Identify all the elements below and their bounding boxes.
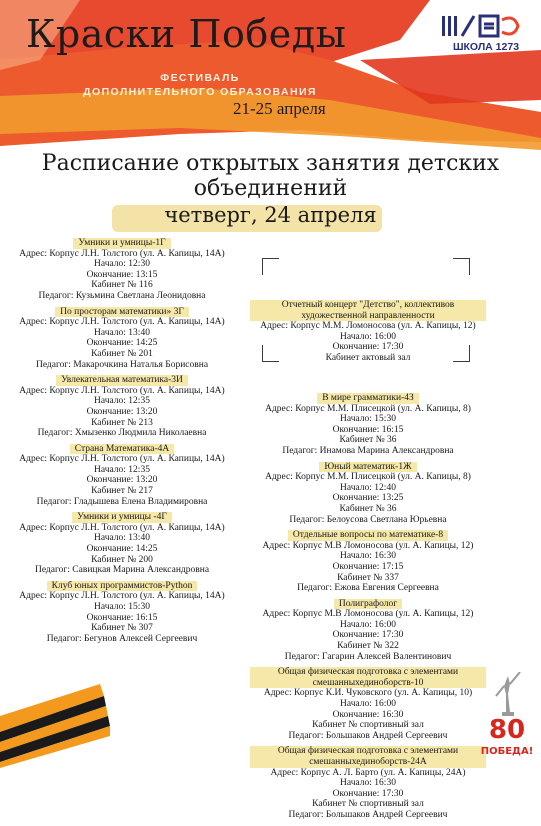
entry-address: Адрес: Корпус М.М. Плисецкой (ул. А. Капицы, 8) xyxy=(265,403,471,414)
entry-start: Начало: 15:30 xyxy=(340,414,396,425)
schedule-entry xyxy=(2,512,242,576)
left-column xyxy=(2,238,242,649)
entry-address: Адрес: Корпус Л.Н. Толстого (ул. А. Капицы, 14А) xyxy=(19,454,225,465)
entry-end: Окончание: 16:15 xyxy=(332,424,404,435)
entry-name: Умники и умницы-1Г xyxy=(73,238,170,249)
entry-start: Начало: 13:40 xyxy=(94,327,150,338)
entry-start: Начало: 16:30 xyxy=(340,778,396,789)
entry-room: Кабинет № 116 xyxy=(91,280,153,291)
entry-room: Кабинет № 201 xyxy=(91,348,153,359)
entry-start: Начало: 16:00 xyxy=(340,331,396,342)
entry-teacher: Педагог: Ежова Евгения Сергеевна xyxy=(297,583,439,594)
entry-address: Адрес: Корпус М.В Ломоносова (ул. А. Капицы, 12) xyxy=(262,540,474,551)
pobeda-80-badge xyxy=(476,672,538,766)
entry-teacher: Педагог: Савицкая Марина Александровна xyxy=(34,565,210,576)
entry-end: Окончание: 14:25 xyxy=(86,544,158,555)
entry-room: Кабинет № 200 xyxy=(91,554,153,565)
entry-room: Кабинет № 213 xyxy=(91,417,153,428)
school-name: ШКОЛА 1273 xyxy=(452,41,520,53)
entry-teacher: Педагог: Большаков Андрей Сергеевич xyxy=(288,809,448,820)
entry-address: Адрес: Корпус К.И. Чуковского (ул. А. Капицы, 10) xyxy=(263,688,473,699)
entry-start: Начало: 16:00 xyxy=(340,619,396,630)
entry-address: Адрес: Корпус Л.Н. Толстого (ул. А. Капицы, 14А) xyxy=(19,591,225,602)
entry-start: Начало: 12:35 xyxy=(94,464,150,475)
entry-teacher: Педагог: Инамова Марина Александровна xyxy=(282,445,454,456)
schedule-entry xyxy=(2,581,242,645)
entry-name: По просторам математики» 3Г xyxy=(55,307,189,318)
entry-start: Начало: 12:35 xyxy=(94,396,150,407)
entry-name: Отчетный концерт "Детство", коллективов художественной направленности xyxy=(250,300,486,321)
entry-teacher: Педагог: Гагарин Алексей Валентинович xyxy=(284,651,452,662)
entry-teacher: Педагог: Белоусова Светлана Юрьевна xyxy=(289,514,447,525)
entry-teacher: Педагог: Кузьмина Светлана Леонидовна xyxy=(38,290,206,301)
entry-address: Адрес: Корпус Л.Н. Толстого (ул. А. Капицы, 14А) xyxy=(19,248,225,259)
schedule-entry xyxy=(2,444,242,508)
entry-end: Окончание: 17:30 xyxy=(332,788,404,799)
festival-subtitle-line2: ДОПОЛНИТЕЛЬНОГО ОБРАЗОВАНИЯ xyxy=(83,86,317,98)
entry-address: Адрес: Корпус Л.Н. Толстого (ул. А. Капицы, 14А) xyxy=(19,317,225,328)
festival-subtitle xyxy=(60,71,340,99)
entry-room: Кабинет № 217 xyxy=(91,486,153,497)
entry-room: Кабинет № 36 xyxy=(339,503,397,514)
entry-end: Окончание: 13:20 xyxy=(86,406,158,417)
entry-name: Умники и умницы -4Г xyxy=(72,512,172,523)
entry-teacher: Педагог: Большаков Андрей Сергеевич xyxy=(288,730,448,741)
featured-event xyxy=(250,300,486,369)
frame-corner xyxy=(453,258,470,275)
entry-start: Начало: 12:30 xyxy=(94,259,150,270)
entry-address: Адрес: Корпус М.М. Ломоносова (ул. А. Капицы, 12) xyxy=(260,321,476,332)
entry-address: Адрес: Корпус Л.Н. Толстого (ул. А. Капицы, 14А) xyxy=(19,522,225,533)
festival-title: Краски Победы xyxy=(26,12,347,56)
entry-room: Кабинет актовый зал xyxy=(325,352,411,363)
schedule-day: четверг, 24 апреля xyxy=(164,203,377,227)
pobeda-word: ПОБЕДА! xyxy=(480,746,534,757)
entry-end: Окончание: 14:25 xyxy=(86,338,158,349)
entry-address: Адрес: Корпус А. Л. Барто (ул. А. Капицы, 24А) xyxy=(270,767,466,778)
entry-address: Адрес: Корпус М.М. Плисецкой (ул. А. Капицы, 8) xyxy=(265,472,471,483)
schedule-entry xyxy=(2,375,242,439)
schedule-heading xyxy=(0,151,541,201)
entry-end: Окончание: 17:30 xyxy=(332,342,404,353)
entry-room: Кабинет № спортивный зал xyxy=(312,799,424,810)
entry-room: Кабинет № 36 xyxy=(339,435,397,446)
schedule-entry xyxy=(250,599,486,663)
entry-start: Начало: 16:30 xyxy=(340,551,396,562)
entry-end: Окончание: 17:30 xyxy=(332,630,404,641)
entry-name: Клуб юных программистов-Python xyxy=(47,581,198,592)
entry-name: Общая физическая подготовка с элементами смешанныхединоборств-10 xyxy=(250,667,486,688)
festival-dates: 21-25 апреля xyxy=(233,99,326,118)
entry-end: Окончание: 17:15 xyxy=(332,561,404,572)
st-george-ribbon-icon xyxy=(0,676,110,768)
schedule-heading-line1: Расписание открытых занятия детских xyxy=(41,151,500,176)
entry-end: Окончание: 13:20 xyxy=(86,475,158,486)
entry-room: Кабинет № 322 xyxy=(337,641,399,652)
entry-name: Общая физическая подготовка с элементами смешанныхединоборств-24А xyxy=(250,746,486,767)
entry-end: Окончание: 13:15 xyxy=(86,269,158,280)
entry-teacher: Педагог: Хмызенко Людмила Николаевна xyxy=(37,428,207,439)
entry-end: Окончание: 16:30 xyxy=(332,709,404,720)
entry-start: Начало: 13:40 xyxy=(94,533,150,544)
schedule-entry xyxy=(250,746,486,820)
entry-room: Кабинет № 337 xyxy=(337,572,399,583)
school-logo-icon xyxy=(442,14,522,38)
schedule-entry xyxy=(2,307,242,371)
entry-name: Отдельные вопросы по математике-8 xyxy=(288,530,448,541)
schedule-entry xyxy=(250,393,486,457)
entry-name: Полиграфолог xyxy=(334,599,402,610)
schedule-heading-line2: объединений xyxy=(193,176,348,201)
right-column xyxy=(250,393,486,826)
entry-teacher: Педагог: Гладышева Елена Владимировна xyxy=(36,496,208,507)
entry-room: Кабинет № спортивный зал xyxy=(312,720,424,731)
schedule-entry xyxy=(250,462,486,526)
entry-address: Адрес: Корпус М.В Ломоносова (ул. А. Капицы, 12) xyxy=(262,609,474,620)
schedule-entry xyxy=(250,667,486,741)
entry-start: Начало: 15:30 xyxy=(94,602,150,612)
entry-name: Увлекательная математика-3И xyxy=(56,375,188,386)
entry-name: В мире грамматики-4З xyxy=(317,393,419,404)
entry-address: Адрес: Корпус Л.Н. Толстого (ул. А. Капицы, 14А) xyxy=(19,385,225,396)
entry-teacher: Педагог: Макарочкина Наталья Борисовна xyxy=(35,359,209,370)
entry-end: Окончание: 13:25 xyxy=(332,493,404,504)
frame-corner xyxy=(262,258,279,275)
entry-teacher: Педагог: Бегунов Алексей Сергеевич xyxy=(46,633,198,644)
entry-start: Начало: 12:40 xyxy=(340,482,396,493)
pobeda-number: 80 xyxy=(488,715,526,745)
schedule-entry xyxy=(250,300,486,364)
entry-end: Окончание: 16:15 xyxy=(86,612,158,623)
entry-name: Страна Математика-4А xyxy=(70,444,175,455)
entry-start: Начало: 16:00 xyxy=(340,699,396,710)
entry-name: Юный математик-1Ж xyxy=(319,462,416,473)
schedule-entry xyxy=(2,238,242,302)
schedule-entry xyxy=(250,530,486,594)
festival-subtitle-line1: ФЕСТИВАЛЬ xyxy=(160,72,240,84)
entry-room: Кабинет № 307 xyxy=(91,623,153,634)
